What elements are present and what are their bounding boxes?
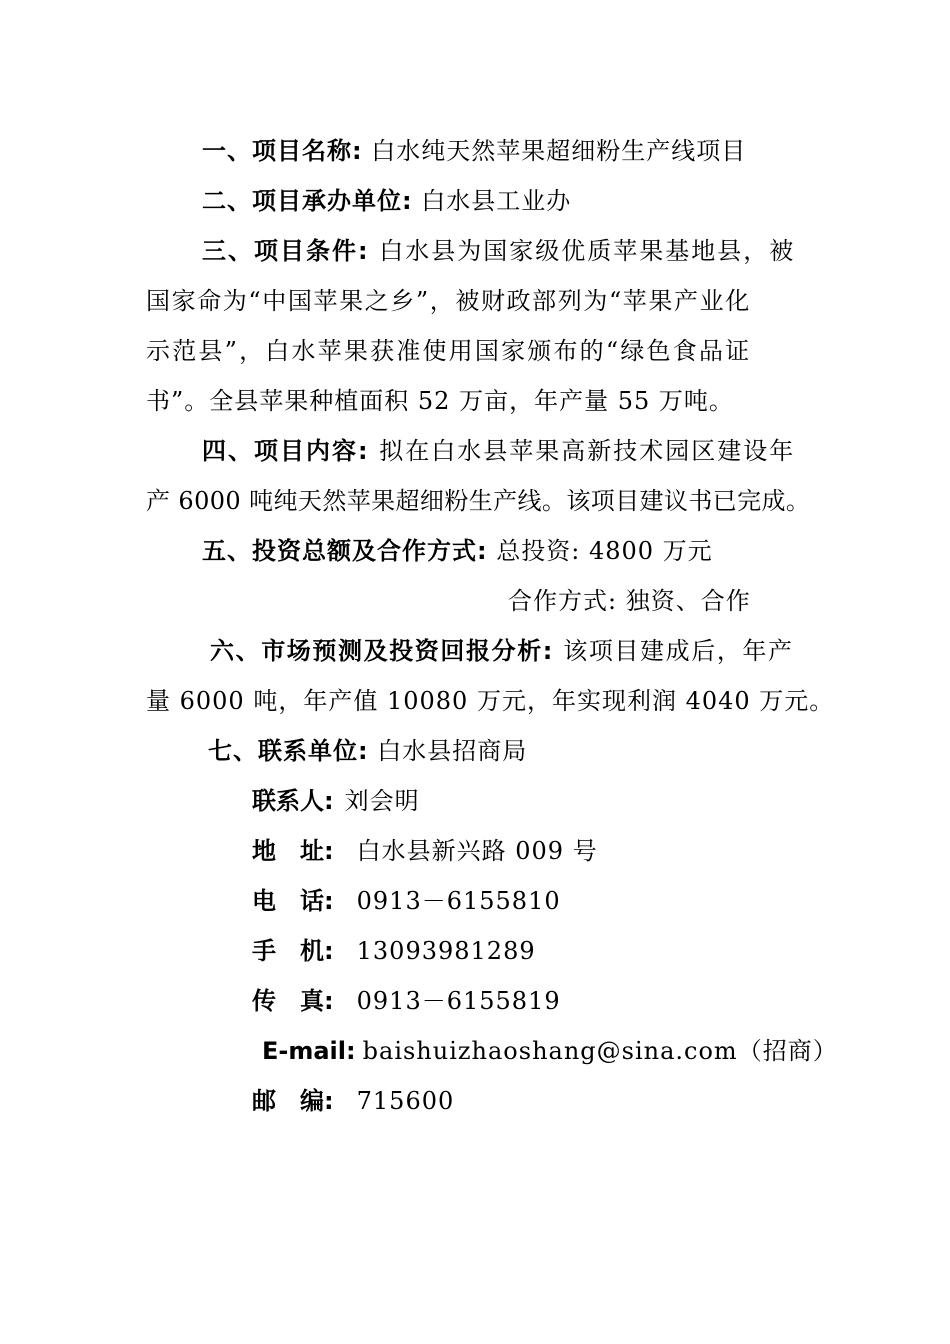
- item-label: 七、联系单位:: [208, 737, 369, 765]
- item-cooperation: 合作方式: 独资、合作: [508, 587, 751, 615]
- item-label: 五、投资总额及合作方式:: [202, 537, 488, 565]
- contact-value: 13093981289: [356, 937, 536, 965]
- contact-label: 邮 编:: [252, 1087, 334, 1115]
- item-value: 白水纯天然苹果超细粉生产线项目: [371, 137, 747, 165]
- item-label: 一、项目名称:: [202, 137, 363, 165]
- item-value: 总投资: 4800 万元: [496, 537, 713, 565]
- item-value: 白水县工业办: [421, 187, 572, 215]
- contact-value: 0913－6155810: [356, 887, 561, 915]
- item-value: 白水县招商局: [377, 737, 528, 765]
- contact-value: baishuizhaoshang@sina.com（招商）: [362, 1037, 838, 1065]
- item-conditions: [202, 236, 795, 266]
- item-label: 三、项目条件:: [202, 237, 370, 265]
- contact-label: 手 机:: [252, 937, 334, 965]
- item-investment: [202, 536, 713, 566]
- contact-address: [252, 836, 598, 866]
- item-conditions-line: 示范县”，白水苹果获准使用国家颁布的“绿色食品证: [146, 337, 752, 365]
- item-label: 二、项目承办单位:: [202, 187, 413, 215]
- contact-label: 传 真:: [252, 987, 334, 1015]
- contact-label: 电 话:: [252, 887, 334, 915]
- contact-value: 0913－6155819: [356, 987, 561, 1015]
- contact-label: 地 址:: [252, 837, 334, 865]
- item-contact-unit: [208, 736, 527, 766]
- item-organizer: [202, 186, 571, 216]
- contact-value: 白水县新兴路 009 号: [356, 837, 598, 865]
- contact-label: E-mail:: [262, 1037, 356, 1065]
- item-conditions-line: 书”。全县苹果种植面积 52 万亩，年产量 55 万吨。: [146, 387, 734, 415]
- contact-label: 联系人:: [252, 787, 334, 815]
- contact-mobile: [252, 936, 536, 966]
- item-content: [202, 436, 795, 466]
- item-label: 六、市场预测及投资回报分析:: [210, 637, 554, 665]
- contact-value: 刘会明: [344, 787, 420, 815]
- item-content-line: 产 6000 吨纯天然苹果超细粉生产线。该项目建议书已完成。: [146, 487, 811, 515]
- contact-phone: [252, 886, 561, 916]
- item-market-line: 量 6000 吨，年产值 10080 万元，年实现利润 4040 万元。: [146, 687, 835, 715]
- item-label: 四、项目内容:: [202, 437, 370, 465]
- item-text: 该项目建成后，年产: [563, 637, 794, 665]
- contact-email: [262, 1036, 838, 1066]
- item-text: 白水县为国家级优质苹果基地县，被: [379, 237, 796, 265]
- contact-postcode: [252, 1086, 454, 1116]
- contact-value: 715600: [356, 1087, 455, 1115]
- item-text: 拟在白水县苹果高新技术园区建设年: [379, 437, 796, 465]
- contact-person: [252, 786, 420, 816]
- item-conditions-line: 国家命为“中国苹果之乡”，被财政部列为“苹果产业化: [146, 287, 751, 315]
- contact-fax: [252, 986, 561, 1016]
- item-market: [210, 636, 794, 666]
- item-project-name: [202, 136, 746, 166]
